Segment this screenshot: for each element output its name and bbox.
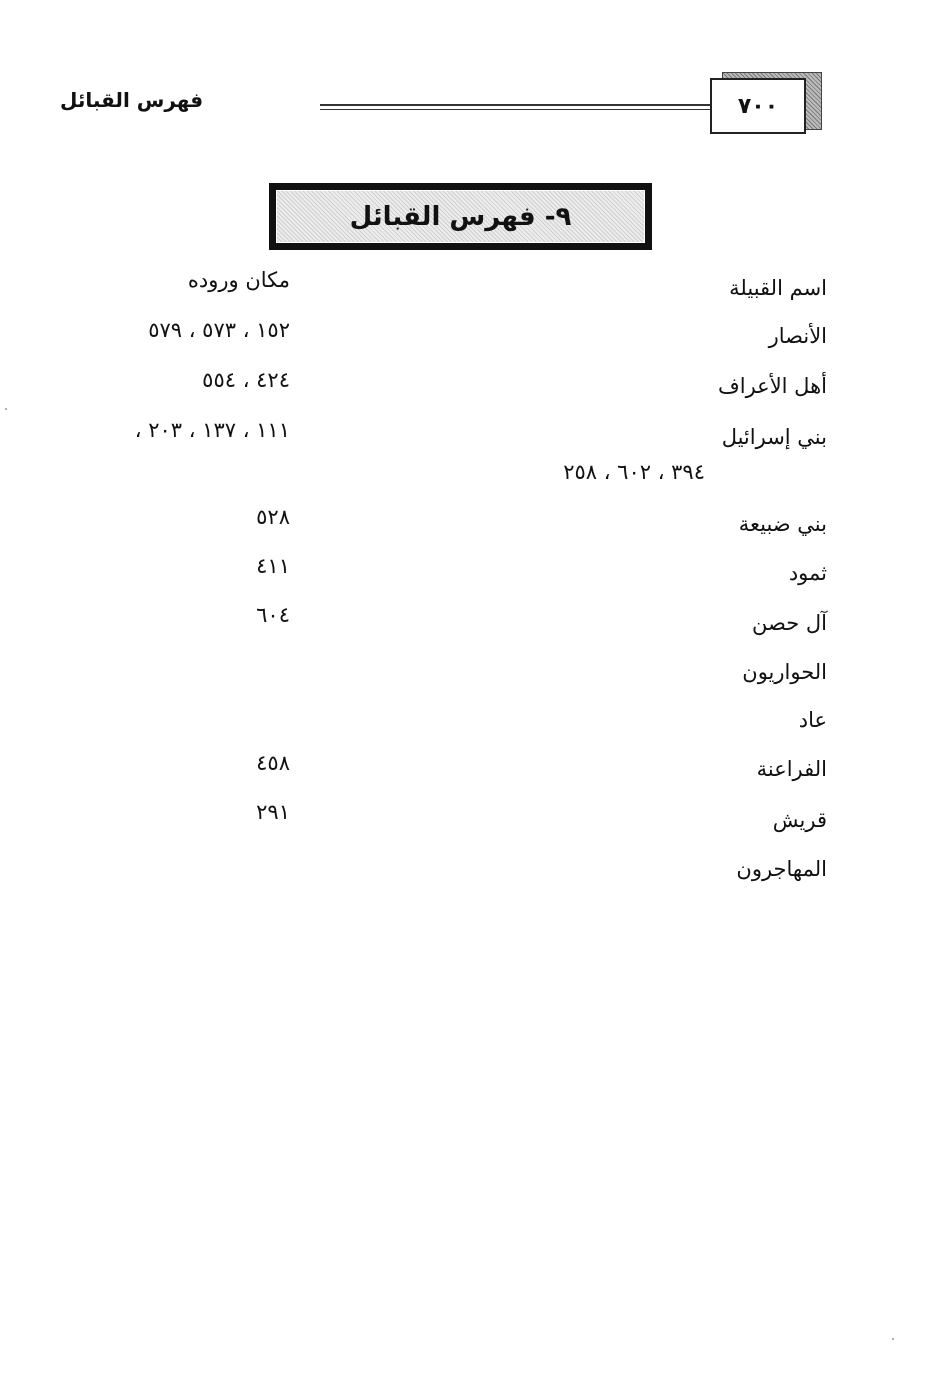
entry-name: بني ضبيعة bbox=[738, 512, 827, 536]
entry-pages: ١١١ ، ١٣٧ ، ٢٠٣ ، bbox=[134, 418, 290, 442]
entry-pages: ٤٥٨ bbox=[256, 751, 290, 775]
section-title-box bbox=[269, 183, 652, 250]
page-number: ٧٠٠ bbox=[710, 78, 806, 134]
entry-name: آل حصن bbox=[752, 611, 827, 635]
running-title: فهرس القبائل bbox=[60, 88, 204, 112]
column-header-name: اسم القبيلة bbox=[729, 276, 827, 300]
entry-pages: ٤١١ bbox=[256, 554, 290, 578]
entry-name: عاد bbox=[798, 708, 827, 732]
entry-pages: ٥٢٨ bbox=[256, 505, 290, 529]
entry-pages: ٤٢٤ ، ٥٥٤ bbox=[202, 368, 290, 392]
scan-speck bbox=[892, 1338, 894, 1340]
scan-speck bbox=[5, 408, 7, 410]
entry-name: أهل الأعراف bbox=[717, 374, 827, 398]
header-rule bbox=[320, 104, 710, 110]
entry-name: الفراعنة bbox=[756, 757, 827, 781]
entry-name: قريش bbox=[772, 808, 827, 832]
entry-name: الحواريون bbox=[742, 660, 827, 684]
entry-name: بني إسرائيل bbox=[721, 425, 827, 449]
entry-pages: ٦٠٤ bbox=[256, 603, 290, 627]
entry-pages: ١٥٢ ، ٥٧٣ ، ٥٧٩ bbox=[148, 318, 290, 342]
entry-name: ثمود bbox=[788, 561, 827, 585]
entry-name: الأنصار bbox=[768, 324, 827, 348]
column-header-location: مكان وروده bbox=[187, 268, 290, 292]
entry-pages-continued: ٣٩٤ ، ٦٠٢ ، ٢٥٨ bbox=[563, 460, 705, 484]
entry-pages: ٢٩١ bbox=[256, 800, 290, 824]
entry-name: المهاجرون bbox=[736, 857, 827, 881]
section-title: ٩- فهرس القبائل bbox=[276, 190, 645, 243]
